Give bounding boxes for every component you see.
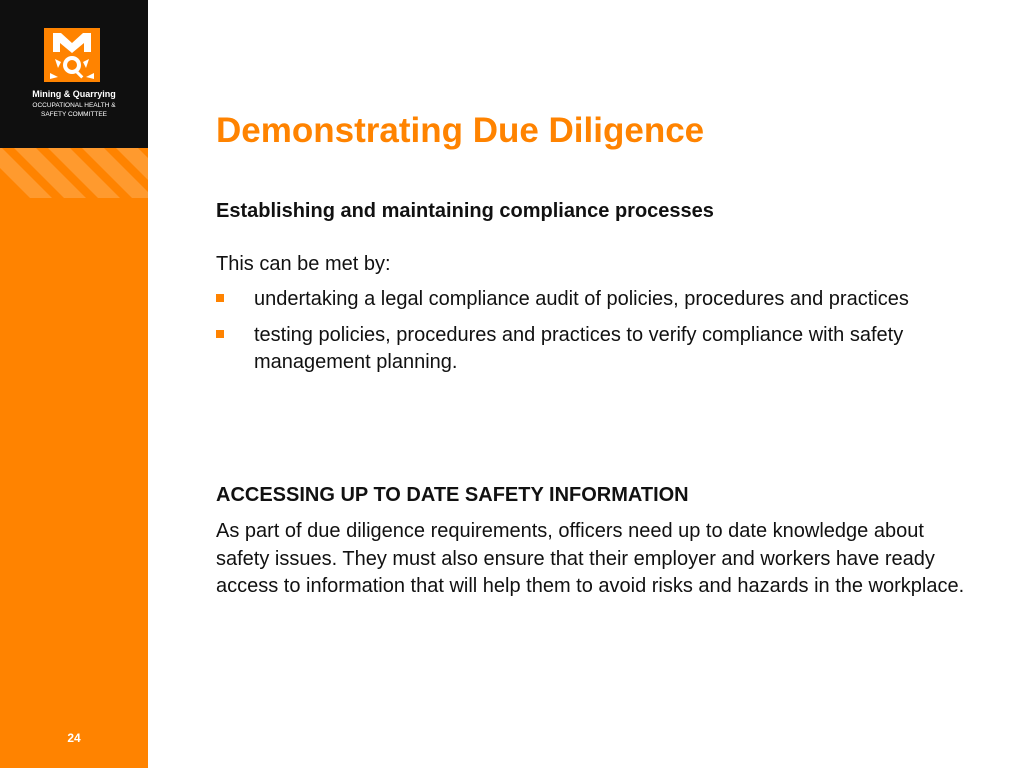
logo-subtitle-line-2: SAFETY COMMITTEE [41, 111, 107, 118]
diagonal-stripes [0, 148, 148, 198]
list-item [216, 322, 956, 377]
sidebar [0, 0, 148, 768]
section-body: As part of due diligence requirements, officers need up to date knowledge about safety issues. They must also ensure that their employer and workers have ready access to information that will help them to avoid risks and hazards in the workplace. [216, 520, 965, 597]
list-item [216, 286, 956, 314]
committee-logo [0, 0, 148, 148]
section-heading: ACCESSING UP TO DATE SAFETY INFORMATION [216, 484, 689, 506]
logo-subtitle [0, 101, 148, 119]
bullet-text: undertaking a legal compliance audit of policies, procedures and practices [254, 288, 909, 310]
bullet-text: testing policies, procedures and practices to verify compliance with safety management planning. [254, 323, 904, 373]
logo-name: Mining & Quarrying [32, 89, 116, 99]
slide-subheading: Establishing and maintaining compliance processes [216, 200, 714, 222]
logo-subtitle-line-1: OCCUPATIONAL HEALTH & [32, 102, 116, 109]
bullet-list [216, 286, 956, 385]
mq-logo-icon [44, 28, 100, 82]
slide-title: Demonstrating Due Diligence [216, 111, 705, 150]
page-number: 24 [67, 731, 81, 745]
square-bullet-icon [216, 330, 224, 338]
intro-text: This can be met by: [216, 253, 391, 275]
square-bullet-icon [216, 294, 224, 302]
